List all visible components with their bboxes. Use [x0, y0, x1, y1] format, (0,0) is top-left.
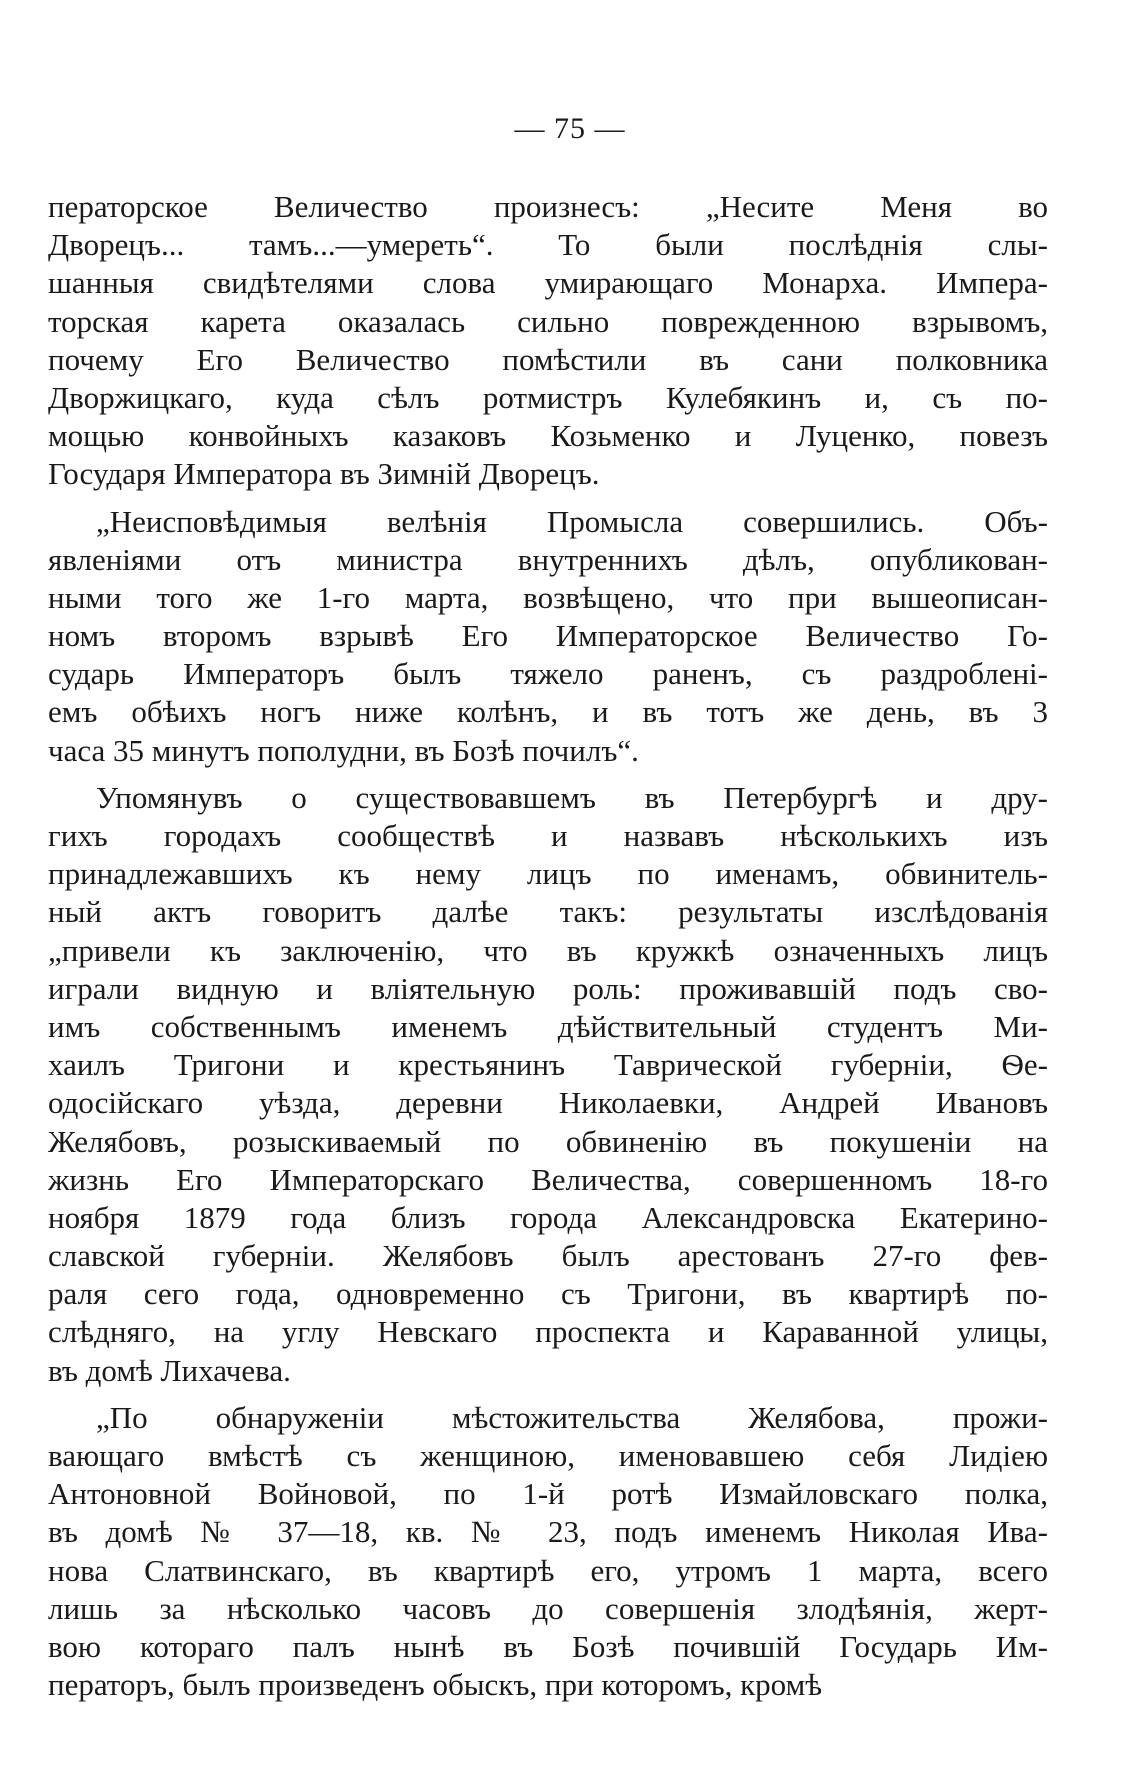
- text-line: Государя Императора въ Зимній Дворецъ.: [48, 456, 600, 492]
- text-line: „По обнаруженіи мѣстожительства Желябова, прожи-: [96, 1399, 1048, 1435]
- paragraph: [48, 779, 1048, 1390]
- text-line: почему Его Величество помѣстили въ сани полковника: [48, 341, 1048, 377]
- text-line: ными того же 1-го марта, возвѣщено, что при вышеописан-: [48, 579, 1048, 615]
- text-line: Дворжицкаго, куда сѣлъ ротмистръ Кулебякинъ и, съ по-: [48, 379, 1048, 415]
- text-line: ператорское Величество произнесъ: „Несите Меня во: [48, 189, 1048, 224]
- paragraph: [48, 1399, 1048, 1705]
- text-line: „Неисповѣдимыя велѣнія Промысла совершились. Объ-: [96, 503, 1048, 539]
- text-line: имъ собственнымъ именемъ дѣйствительный студентъ Ми-: [48, 1008, 1048, 1044]
- text-line: вою котораго палъ нынѣ въ Бозѣ почившій Государь Им-: [48, 1628, 1048, 1664]
- text-line: номъ второмъ взрывѣ Его Императорское Величество Го-: [48, 618, 1048, 654]
- text-line: въ домѣ Лихачева.: [48, 1352, 291, 1388]
- text-line: одосійскаго уѣзда, деревни Николаевки, Андрей Ивановъ: [48, 1085, 1048, 1121]
- paragraph: [48, 188, 1048, 494]
- text-line: вающаго вмѣстѣ съ женщиною, именовавшею себя Лидіею: [48, 1438, 1048, 1473]
- text-line: хаилъ Тригони и крестьянинъ Таврической губерніи, Ѳе-: [48, 1047, 1048, 1083]
- text-line: Упомянувъ о существовавшемъ въ Петербургѣ и дру-: [96, 779, 1048, 815]
- text-line: явленіями отъ министра внутреннихъ дѣлъ, опубликован-: [48, 541, 1048, 577]
- text-line: раля сего года, одновременно съ Тригони, въ квартирѣ по-: [48, 1276, 1048, 1312]
- text-line: торская карета оказалась сильно поврежденною взрывомъ,: [48, 303, 1048, 339]
- text-line: Дворецъ... тамъ...—умереть“. То были послѣднія слы-: [48, 227, 1048, 263]
- text-line: „привели къ заключенію, что въ кружкѣ означенныхъ лицъ: [48, 932, 1048, 968]
- text-line: ноября 1879 года близъ города Александровска Екатерино-: [48, 1199, 1048, 1235]
- text-line: шанныя свидѣтелями слова умирающаго Монарха. Импера-: [48, 265, 1048, 301]
- text-line: въ домѣ № 37—18, кв. № 23, подъ именемъ Николая Ива-: [48, 1514, 1048, 1550]
- text-line: ный актъ говоритъ далѣе такъ: результаты изслѣдованія: [48, 894, 1048, 930]
- text-line: нова Слатвинскаго, въ квартирѣ его, утромъ 1 марта, всего: [48, 1552, 1048, 1588]
- text-line: Антоновной Войновой, по 1-й ротѣ Измайловскаго полка,: [48, 1476, 1048, 1512]
- text-line: играли видную и вліятельную роль: проживавшій подъ сво-: [48, 970, 1048, 1006]
- text-line: лишь за нѣсколько часовъ до совершенія злодѣянія, жерт-: [48, 1590, 1048, 1626]
- page-number: — 75 —: [514, 112, 626, 145]
- text-line: емъ обѣихъ ногъ ниже колѣнъ, и въ тотъ же день, въ 3: [48, 694, 1048, 730]
- paragraph: [48, 503, 1048, 770]
- text-line: слѣдняго, на углу Невскаго проспекта и Караванной улицы,: [48, 1314, 1048, 1350]
- text-line: принадлежавшихъ къ нему лицъ по именамъ, обвинитель-: [48, 856, 1048, 892]
- body-text: [48, 188, 1048, 1713]
- text-line: Желябовъ, розыскиваемый по обвиненію въ покушеніи на: [48, 1123, 1048, 1159]
- text-line: сударь Императоръ былъ тяжело раненъ, съ раздробленi-: [48, 656, 1048, 692]
- text-line: мощью конвойныхъ казаковъ Козьменко и Луценко, повезъ: [48, 418, 1048, 454]
- text-line: гихъ городахъ сообществѣ и назвавъ нѣсколькихъ изъ: [48, 818, 1048, 853]
- text-line: славской губерніи. Желябовъ былъ арестованъ 27-го фев-: [48, 1238, 1048, 1274]
- text-line: жизнь Его Императорскаго Величества, совершенномъ 18-го: [48, 1161, 1048, 1197]
- text-line: ператоръ, былъ произведенъ обыскъ, при которомъ, кромѣ: [48, 1667, 823, 1703]
- text-line: часа 35 минутъ пополудни, въ Бозѣ почилъ“.: [48, 732, 639, 768]
